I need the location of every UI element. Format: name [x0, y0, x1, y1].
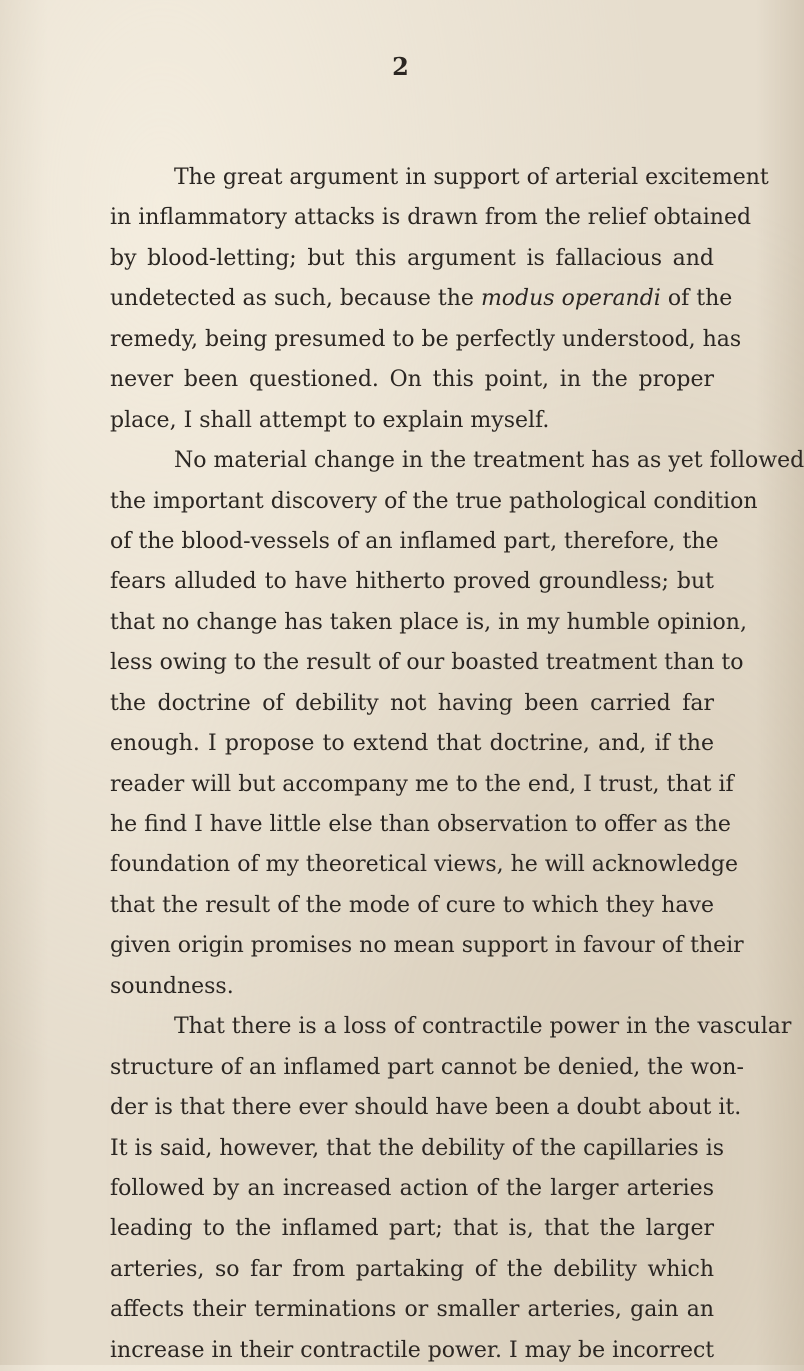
text-line: That there is a loss of contractile power in the vascular: [174, 1014, 792, 1040]
text-line: place, I shall attempt to explain myself.: [110, 407, 550, 433]
text-line: increase in their contractile power. I may be incorrect: [110, 1337, 715, 1363]
text-line: he find I have little else than observation to offer as the: [110, 812, 731, 837]
text-line: structure of an inflamed part cannot be denied, the won-: [110, 1054, 744, 1080]
text-line: the doctrine of debility not having been carried far: [110, 690, 714, 716]
text-run: of the: [660, 286, 733, 312]
text-line: given origin promises no mean support in favour of their: [110, 933, 744, 959]
text-line: affects their terminations or smaller arteries, gain an: [110, 1297, 714, 1323]
paragraph-2: [110, 441, 804, 1007]
paragraph-1: [110, 158, 769, 441]
body-text: [110, 158, 804, 1371]
text-line: No material change in the treatment has as yet followed: [174, 448, 804, 474]
text-line: The great argument in support of arterial excitement: [174, 165, 769, 190]
text-line: der is that there ever should have been a doubt about it.: [110, 1095, 742, 1121]
text-line: reader will but accompany me to the end, I trust, that if: [110, 771, 734, 797]
text-line: soundness.: [110, 973, 234, 999]
text-line: of the blood-vessels of an inflamed part, therefore, the: [110, 528, 719, 554]
text-line: It is said, however, that the debility of the capillaries is: [110, 1135, 725, 1161]
text-line: never been questioned. On this point, in the proper: [110, 367, 714, 393]
text-line: the important discovery of the true pathological condition: [110, 488, 758, 514]
italic-phrase: modus operandi: [480, 286, 661, 312]
text-line: that the result of the mode of cure to which they have: [110, 892, 714, 918]
text-line: [110, 279, 733, 319]
text-line: that no change has taken place is, in my humble opinion,: [110, 609, 747, 635]
text-line: followed by an increased action of the larger arteries: [110, 1175, 714, 1201]
text-line: enough. I propose to extend that doctrine, and, if the: [110, 731, 714, 757]
text-line: fears alluded to have hitherto proved groundless; but: [110, 569, 714, 595]
page-number: 2: [392, 52, 409, 81]
text-line: by blood-letting; but this argument is fallacious and: [110, 245, 714, 271]
text-line: in inflammatory attacks is drawn from the relief obtained: [110, 205, 752, 231]
text-line: less owing to the result of our boasted treatment than to: [110, 650, 744, 676]
text-line: leading to the inflamed part; that is, that the larger: [110, 1216, 714, 1242]
text-run: undetected as such, because the: [110, 286, 481, 312]
text-line: remedy, being presumed to be perfectly understood, has: [110, 326, 742, 352]
text-line: foundation of my theoretical views, he will acknowledge: [110, 852, 738, 878]
text-line: arteries, so far from partaking of the debility which: [110, 1256, 714, 1282]
paragraph-3: [110, 1007, 792, 1371]
